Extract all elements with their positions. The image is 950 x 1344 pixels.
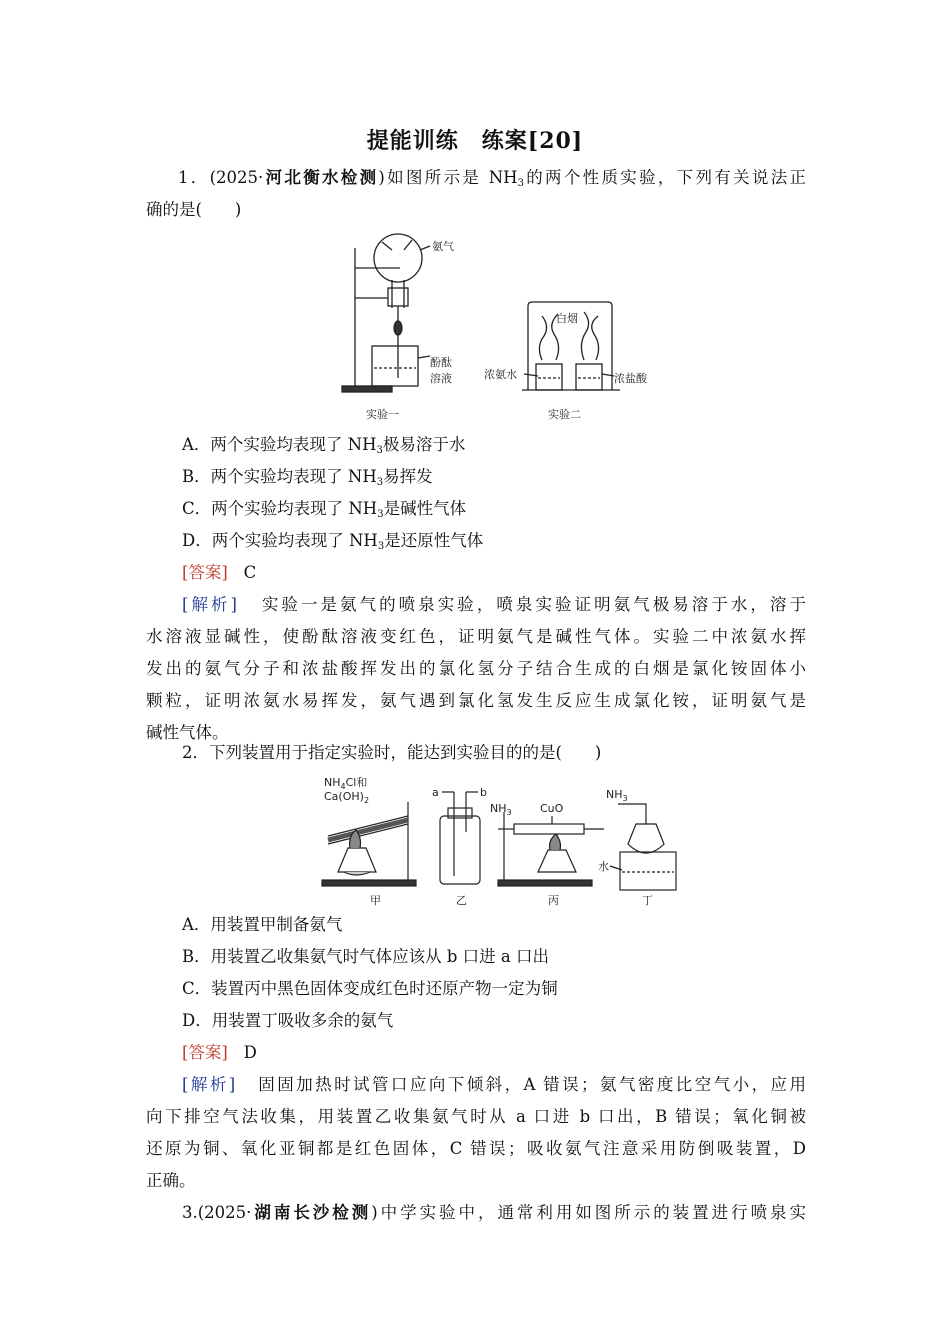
option-text-end: 是还原性气体 (384, 531, 484, 550)
answer-value: C (243, 563, 257, 582)
q1-figure (330, 228, 660, 428)
label-conc-ammonia: 浓氨水 (484, 368, 517, 381)
q3-stem (182, 1203, 806, 1223)
label-port-a: a (432, 786, 439, 799)
q1-analysis-line3: 发出的氨气分子和浓盐酸挥发出的氯化氢分子结合生成的白烟是氯化铵固体小 (146, 659, 806, 678)
q1-stem-line1 (178, 168, 806, 188)
answer-value: D (243, 1043, 257, 1062)
q2-option-a: A．用装置甲制备氨气 (182, 915, 343, 934)
analysis-text: 固固加热时试管口应向下倾斜，A 错误；氨气密度比空气小，应用 (258, 1075, 806, 1094)
option-text-end: 是碱性气体 (383, 499, 467, 518)
option-letter: B． (182, 467, 211, 486)
q1-analysis-line4: 颗粒，证明浓氨水易挥发，氨气遇到氯化氢发生反应生成氯化铵，证明氨气是 (146, 691, 806, 710)
analysis-tag: [解析] (182, 595, 237, 614)
q2-option-d: D．用装置丁吸收多余的氨气 (182, 1011, 394, 1030)
label-cuo: CuO (540, 802, 564, 815)
q1-option-c (182, 499, 842, 519)
q2-analysis-line1 (182, 1075, 806, 1095)
label-phenolphthalein: 酚酞 (430, 356, 452, 369)
label-ding: 丁 (642, 894, 653, 907)
q2-option-b: B．用装置乙收集氨气时气体应该从 b 口进 a 口出 (182, 947, 550, 966)
label-solution: 溶液 (430, 372, 452, 385)
label-yi: 乙 (456, 894, 467, 907)
option-text: 两个实验均表现了 NH (211, 531, 378, 550)
q1-option-b (182, 467, 842, 487)
q1-source: 河北衡水检测 (263, 168, 379, 187)
answer-tag: [答案] (182, 563, 228, 582)
page-title: 提能训练 练案[20] (366, 128, 584, 154)
option-subscript: 3 (377, 541, 385, 552)
q1-stem-a: )如图所示是 NH (378, 168, 518, 187)
q2-option-c: C．装置丙中黑色固体变成红色时还原产物一定为铜 (182, 979, 558, 998)
apparatus-yi (440, 792, 480, 884)
option-text: 两个实验均表现了 NH (210, 467, 377, 486)
analysis-tag: [解析] (182, 1075, 236, 1094)
apparatus-jia (322, 802, 416, 886)
label-water: 水 (598, 860, 609, 873)
q1-option-a (182, 435, 842, 455)
label-jia: 甲 (370, 894, 381, 907)
label-bing: 丙 (548, 894, 559, 907)
option-subscript: 3 (376, 477, 384, 488)
label-experiment-one: 实验一 (366, 408, 399, 421)
label-reagent-caoh2: $Ca(OH)_2$ (324, 790, 370, 805)
q1-analysis-line5: 碱性气体。 (146, 723, 229, 742)
q1-option-d (182, 531, 842, 551)
q2-stem: 2．下列装置用于指定实验时，能达到实验目的的是( ) (182, 743, 602, 762)
option-letter: A． (182, 435, 211, 454)
option-text-end: 易挥发 (383, 467, 433, 486)
label-experiment-two: 实验二 (548, 408, 581, 421)
experiment-one-apparatus (342, 234, 430, 392)
option-text: 两个实验均表现了 NH (210, 435, 377, 454)
q2-analysis-line4: 正确。 (146, 1171, 196, 1190)
q2-answer (182, 1043, 842, 1063)
label-white-smoke: 白烟 (556, 312, 578, 325)
q1-number: 1．(2025· (178, 168, 264, 187)
q1-stem-b: 的两个性质实验，下列有关说法正 (523, 168, 807, 187)
option-text: 两个实验均表现了 NH (211, 499, 378, 518)
option-subscript: 3 (377, 509, 384, 520)
q2-analysis-line3: 还原为铜、氧化亚铜都是红色固体，C 错误；吸收氨气注意采用防倒吸装置，D (146, 1139, 806, 1158)
label-reagent-nh4cl: $NH_4Cl$和 (324, 776, 368, 791)
q2-analysis-line2: 向下排空气法收集，用装置乙收集氨气时从 a 口进 b 口出，B 错误；氧化铜被 (146, 1107, 806, 1126)
option-subscript: 3 (376, 445, 383, 456)
apparatus-ding (610, 804, 676, 890)
label-nh3-bing: $NH_3$ (490, 802, 512, 817)
q1-analysis-line2: 水溶液显碱性，使酚酞溶液变红色，证明氨气是碱性气体。实验二中浓氨水挥 (146, 627, 806, 646)
q2-figure (318, 772, 678, 910)
q3-stem-text: )中学实验中，通常利用如图所示的装置进行喷泉实 (371, 1203, 807, 1222)
option-letter: D． (182, 531, 212, 550)
q1-answer (182, 563, 842, 583)
q1-stem-line2: 确的是( ) (146, 200, 242, 219)
apparatus-bing (498, 812, 604, 886)
option-letter: C． (182, 499, 212, 518)
label-ammonia: 氨气 (432, 240, 454, 253)
q3-number: 3.(2025· (182, 1203, 252, 1222)
q1-subscript: 3 (517, 178, 524, 189)
option-text-end: 极易溶于水 (382, 435, 466, 454)
label-port-b: b (480, 786, 487, 799)
q1-analysis-line1 (182, 595, 806, 615)
analysis-text: 实验一是氨气的喷泉实验，喷泉实验证明氨气极易溶于水，溶于 (261, 595, 807, 614)
label-conc-hcl: 浓盐酸 (614, 372, 647, 385)
answer-tag: [答案] (182, 1043, 228, 1062)
label-nh3-ding: $NH_3$ (606, 788, 628, 803)
q3-source: 湖南长沙检测 (251, 1203, 372, 1222)
